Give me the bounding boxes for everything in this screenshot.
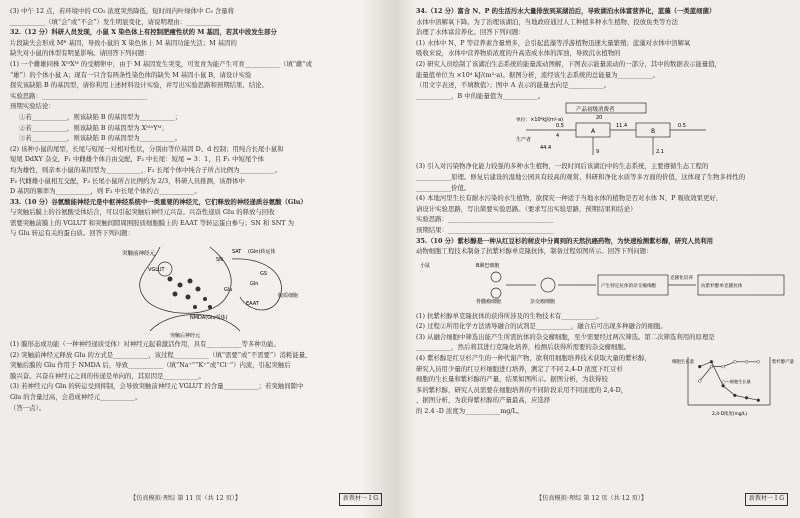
label-a: A	[591, 128, 596, 136]
val-1: 4	[556, 133, 560, 140]
val-6: 0.5	[678, 123, 686, 130]
data-point	[733, 394, 736, 397]
text-line: 短尾 DdXY 杂交，F₁ 中雌雄个体自由交配，F₂ 中长尾：短尾 = 3：1，且 F₁ 中短尾个体	[10, 155, 265, 164]
label-glu: Glu	[224, 287, 233, 294]
data-point	[722, 365, 725, 368]
text-line: (3) 中午 12 点，若环境中的 CO₂ 浓度突然降低，短时间内叶绿体中 C₅ 含量将	[10, 7, 235, 15]
text-line: （用文字表述，不填数值）；图中 A 表示的能量去向是___________。	[416, 81, 611, 90]
energy-flow-diagram	[416, 101, 788, 161]
text-line: 片段缺失会形成 M* 基因，导致小鼠的 X 染色体上 M 基因功能失活；M 基因的	[10, 38, 237, 47]
data-point	[757, 360, 760, 363]
q35-part4-text	[416, 353, 666, 417]
text-line: (3) 从融合细胞中筛选出能产生所需抗体的杂交瘤细胞，至少需要经过两次筛选。第二次筛选利用的原理是	[416, 332, 715, 341]
val-7: 2.1	[656, 149, 664, 156]
y-right-label: 紫杉醇产量	[772, 360, 794, 366]
label-vglut: VGLUT	[148, 267, 165, 274]
text-line: ①若___________，则该缺陷 B 的基因型为___________；	[19, 112, 182, 121]
left-text-block	[10, 6, 382, 239]
data-point	[698, 365, 701, 368]
text-line: F₂ 代雌雄小鼠相互交配，F₃ 长尾小鼠所占比例约为 2/3，科研人员推测，该群体中	[10, 176, 245, 185]
label-clone: 克隆化培养	[670, 275, 693, 281]
label-producer: 生产者	[516, 137, 532, 144]
val-3: 20	[596, 115, 603, 122]
text-line: 预期结果：_________________________________	[416, 225, 554, 234]
text-line: (3) 引入对污染物净化能力较强的多种水生植物，一段时间后该湖泊中的生态系统，主要遵循生态工程的	[416, 162, 709, 171]
right-page	[416, 6, 794, 506]
text-line: (1) 水体中 N、P 等营养素含量增多，会引起蓝藻等浮游植物迅速大量繁殖；蓝藻对水体中溶解氧	[416, 38, 691, 47]
val-2: 44.4	[540, 145, 552, 152]
data-point	[757, 399, 760, 402]
text-line: “雄”）的个体小鼠 A；现有一只含有两条性染色体的缺失 M 基因小鼠 B，请设计实验	[10, 70, 252, 79]
text-line: (3) 若神经元内 Gln 的转运受到抑制，会导致突触前神经元 VGLUT 的含量___________；若突触间隙中	[10, 382, 304, 391]
text-line: 请设计实验思路，写出简要实验思路。（要求写出实验思路，预期结果和结论）	[416, 204, 637, 213]
text-line: (4) 紫杉醇是红豆杉产生的一种代谢产物，欲利用细胞培养技术获取大量的紫杉醇，	[416, 354, 651, 363]
text-line: 需要突触前膜上的 VGLUT 和突触间隙周围胶质细胞膜上的 EAAT 等转运蛋白参与；SN 和 SNT 为	[10, 218, 294, 227]
label-gs: GS	[260, 271, 268, 278]
label-product: 抗紫杉醇单克隆抗体	[701, 283, 743, 289]
right-text-block	[416, 6, 788, 101]
label-nmda: NMDA(Glu受体)	[190, 315, 228, 322]
x-label: 2,4-D浓度(mg/L)	[712, 412, 748, 418]
text-line: (4) 本地河里生长有耐水污染的水生植物，欲探究一种适于当地水体的植物是否对水体 N、P 吸收效果更好，	[416, 194, 723, 203]
text-line: ___________原理。修复后建设的湿地公园具有较高的观赏、科研和净化水质等多方面的价值，这体现了生物多样性的	[416, 172, 746, 181]
text-line: 的 2.4 -D 浓度为___________mg/L。	[416, 407, 524, 416]
data-point	[710, 365, 713, 368]
text-line: 治理了水体富营养化。回答下列问题：	[416, 28, 525, 37]
text-line: 细胞的生长量和紫杉醇的产量，结果如图所示。据图分析，为获得较	[416, 375, 608, 384]
label-screen: 产生特定抗体的杂交瘤细胞	[601, 283, 657, 289]
text-line: ，据图分析，为获得紫杉醇的产量最高，应选择	[416, 396, 551, 405]
right-footer	[416, 494, 788, 506]
data-point	[698, 380, 701, 383]
antibody-flow-figure	[416, 257, 788, 311]
text-line: 预期实验结论：	[10, 102, 55, 111]
vesicles	[168, 277, 213, 310]
b-cell	[491, 272, 501, 282]
label-b: B	[651, 128, 656, 136]
label-sn: SN	[216, 257, 223, 264]
text-line: 动物细胞工程技术制备了抗紫杉醇单克隆抗体，制备过程如图所示。回答下列问题：	[416, 247, 653, 256]
val-5: 9	[596, 149, 600, 156]
text-line: (1) 抗紫杉醇单克隆抗体的获得所涉及的生物技术有___________。	[416, 311, 603, 320]
text-line: 突触后膜的 Glu 作用于 NMDA 后，导致___________（填“Na⁺”“K⁺”或“Cl⁻”）内流，引起突触后	[10, 361, 291, 370]
label-top: 产品初级消费者	[576, 107, 615, 114]
left-page	[10, 6, 382, 506]
text-line: (2) 研究人员绘制了该湖泊生态系统的能量流动图解，下图表示能量流动的一部分，其中的数据表示能量值，	[416, 59, 722, 68]
myeloma-cell	[491, 288, 501, 298]
text-line: ___________，然后将其进行克隆化培养，检测后获得所需要的杂交瘤细胞。	[416, 343, 631, 352]
text-line: (1) 一个雌雄同株 XᴹXᴹ 的受精卵中，由于 M 基因发生突变，可发育为能产生可育___________（填“雌”或	[10, 59, 313, 68]
label-mouse: 小鼠	[420, 262, 431, 269]
text-line: D 基因的频率为___________，则 F₃ 中长尾个体约占___________。	[10, 187, 201, 196]
legend: ○—细胞生长量	[722, 379, 751, 385]
q35-part4	[416, 353, 794, 418]
text-line: 均为雄性，则亲本小鼠的基因型为___________，F₂ 长尾个体中纯合子所占比例为___________。	[10, 165, 282, 174]
label-glnt: (Gln)转运体	[248, 249, 276, 256]
text-line: (2) 过程②所用化学方法诱导融合的试剂是___________，融合后可出现多种融合的细胞。	[416, 322, 667, 331]
synapse-figure	[10, 239, 382, 339]
text-line: (2) 突触前神经元释放 Glu 的方式是___________，该过程___________（填“需要”或“不需要”）消耗能量，	[10, 350, 312, 359]
text-line: ___________，B 中的能量值为___________。	[416, 91, 545, 100]
label-eaat: EAAT	[246, 301, 259, 308]
growth-chart	[672, 353, 794, 418]
question-33-title: 33.（10 分）谷氨酸能神经元是中枢神经系统中一类重要的神经元，它们释放的神经递质谷氨酸（Glu）	[10, 197, 307, 206]
label-pre: 突触前神经元	[122, 251, 156, 258]
text-line: Glu 的含量过高，会造成神经元___________。	[10, 393, 142, 402]
footer-tag: 新教材一 I G	[745, 493, 788, 506]
antibody-flow-diagram	[416, 257, 788, 311]
left-text-block-2	[10, 339, 382, 413]
text-line: ②若___________，则该缺陷 B 的基因型为 XᴹᴬYᴹ；	[19, 123, 168, 132]
text-line: (2) 该种小鼠的尾型，长尾与短尾一对相对性状，分别由等位基因 D、d 控制；用纯合长尾小鼠和	[10, 144, 284, 153]
data-point	[733, 360, 736, 363]
data-point	[710, 360, 713, 363]
text-line: ___________（填“会”或“不会”）发生明显变化，请说明理由：___________	[10, 17, 222, 26]
footer-title: 【仿真模拟·理综 第 11 页（共 12 页）】	[130, 495, 242, 502]
label-hybrid: 杂交瘤细胞	[530, 298, 556, 305]
left-footer	[10, 494, 382, 506]
data-point	[745, 396, 748, 399]
label-glia: 胶质细胞	[278, 293, 299, 300]
label-gln: Gln	[250, 281, 259, 288]
text-line: 探究该缺陷 B 的基因型，请你利用上述材料设计实验，并写出实验思路和预期结果、结论。	[10, 81, 268, 90]
text-line: (1) 膜形态或功能（一种神经递质受体）对神经元起着激活作用，具有___________等多种功能。	[10, 340, 280, 349]
label-sat: SAT	[232, 249, 242, 256]
text-line: 水体中溶解氧下降。为了治理该湖泊，当地政府通过人工种植多种水生植物、投放鱼类等方法	[416, 17, 679, 26]
question-35-title: 35.（10 分）紫杉醇是一种从红豆杉的树皮中分离到的天然抗癌药物，为快速检测紫杉醇，研究人员利用	[416, 236, 714, 245]
energy-flow-figure	[416, 101, 788, 161]
text-line: ③若___________，则该缺陷 B 的基因型为___________。	[19, 134, 182, 143]
text-line: 与 Glu 转运有关的蛋白质。回答下列问题：	[10, 229, 134, 238]
data-point	[745, 360, 748, 363]
footer-title: 【仿真模拟·理综 第 12 页（共 12 页）】	[536, 495, 648, 502]
text-line: 能量值单位为 ×10⁴ kJ/(m²·a)。据图分析，流经该生态系统的总能量为___________。	[416, 70, 660, 79]
text-line: 膜兴奋。兴奋在神经元之间的传递是单向的，其原因是___________。	[10, 371, 205, 380]
label-spleen: B淋巴细胞	[476, 262, 500, 269]
label-myeloma: 骨髓瘤细胞	[476, 298, 502, 305]
footer-tag: 新教材一 I G	[339, 493, 382, 506]
synapse-diagram	[10, 239, 382, 339]
text-line: （答一点）。	[10, 403, 46, 412]
text-line: 与突触后膜上的谷氨酸受体结合，可以引起突触后神经元兴奋。兴奋性递质 Glu 的释放与回收	[10, 208, 275, 217]
text-line: 实验思路：_________________________________	[416, 215, 554, 224]
text-line: 研究人员用少量的红豆杉细胞进行培养，测定了不同 2,4-D 浓度下红豆杉	[416, 364, 623, 373]
hybrid-cell	[541, 278, 555, 292]
val-4: 11.4	[616, 123, 628, 130]
question-32-title: 32.（12 分）科研人员发现，小鼠 X 染色体上有控制肥瘦性状的 M 基因，若其中段发生部分	[10, 28, 277, 37]
right-text-block-3	[416, 311, 788, 353]
text-line: 实验思路：_________________________________	[10, 91, 148, 100]
text-line: 吸收来说，水体中营养物质浓度的升高造成水体的浑浊，导致沉水植物的	[416, 49, 621, 58]
label-unit: 单位：×10⁴kJ/(m²·a)	[516, 118, 564, 124]
text-line: ___________价值。	[416, 183, 471, 192]
text-line: 缺失对小鼠的体型有明显影响。请回答下列问题：	[10, 49, 151, 58]
right-text-block-2	[416, 161, 788, 256]
val-0: 0.5	[556, 123, 564, 130]
question-34-title: 34.（12 分）富含 N、P 的生活污水大量排放到某湖泊后，导致湖泊水体富营养化，蓝藻（一类蓝细菌）	[416, 7, 716, 15]
label-post: 突触后神经元	[170, 333, 201, 340]
y-left-label: 细胞生长量	[672, 360, 694, 366]
data-point	[722, 384, 725, 387]
text-line: 多的紫杉醇，研究人员需要在细胞培养的不同阶段采用不同浓度的 2,4-D，	[416, 385, 628, 394]
